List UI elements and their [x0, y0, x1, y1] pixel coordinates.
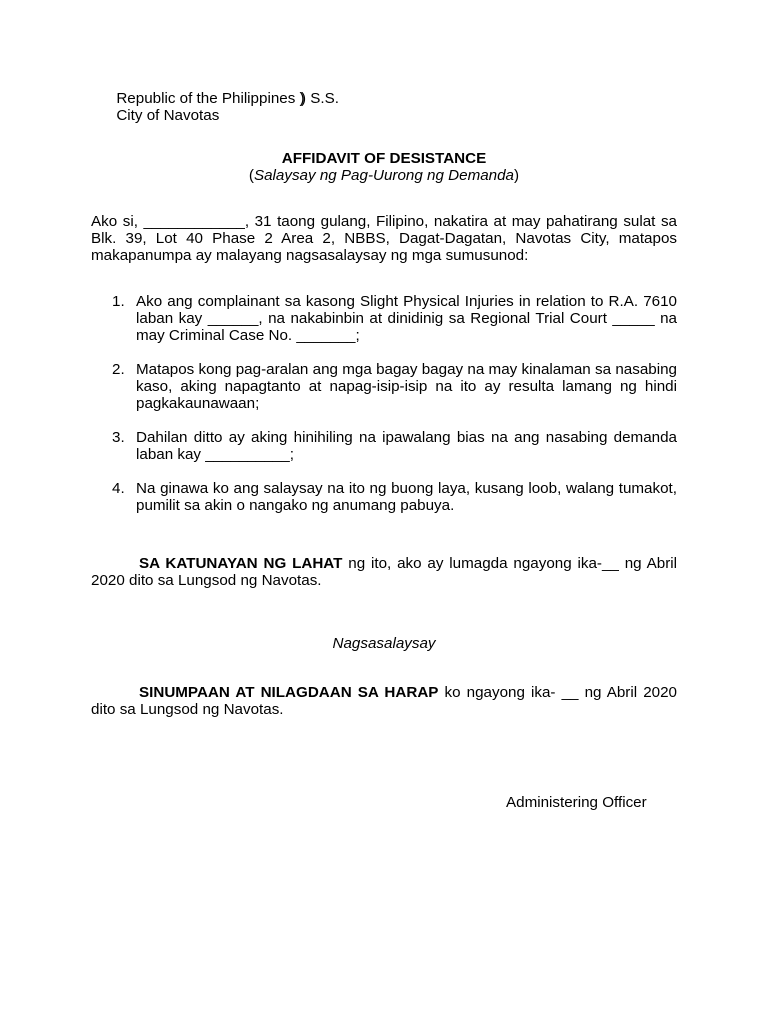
- jurat-text: ko ngayong ika- __ ng Abril 2020 dito sa Lungsod ng Navotas.: [91, 684, 677, 718]
- statement-item: [112, 480, 677, 514]
- opening-paragraph: Ako si, ____________, 31 taong gulang, Filipino, nakatira at may pahatirang sulat sa Blk. 39, Lot 40 Phase 2 Area 2, NBBS, Dagat-Dagatan, Navotas City, matapos makapanumpa ay malayang nagsasalaysay ng mga sumusunod:: [91, 213, 677, 264]
- statement-number: 1.: [112, 293, 125, 310]
- attestation-heading: SA KATUNAYAN NG LAHAT: [139, 555, 343, 572]
- attestation-paragraph: [91, 555, 677, 589]
- subtitle-text: Salaysay ng Pag-Uurong ng Demanda: [253, 167, 515, 184]
- statement-text: Ako ang complainant sa kasong Slight Physical Injuries in relation to R.A. 7610 laban kay ______, na nakabinbin at dinidinig sa Regional Trial Court _____ na may Criminal Case No. _______;: [136, 293, 677, 344]
- statement-text: Matapos kong pag-aralan ang mga bagay bagay na may kinalaman sa nasabing kaso, aking napagtanto at napag-isip-isip na ito ay resulta lamang ng hindi pagkakaunawaan;: [136, 361, 677, 412]
- subtitle-close-paren: ): [514, 167, 520, 184]
- venue-country: Republic of the Philippines ): [116, 90, 305, 107]
- venue-block: [91, 73, 339, 124]
- document-subtitle: [0, 167, 768, 184]
- statement-text: Na ginawa ko ang salaysay na ito ng buong laya, kusang loob, walang tumakot, pumilit sa akin o nangako ng anumang pabuya.: [136, 480, 677, 514]
- statement-number: 4.: [112, 480, 125, 497]
- statement-number: 2.: [112, 361, 125, 378]
- venue-ss: ) S.S.: [301, 90, 339, 107]
- affiant-signature-label: Nagsasalaysay: [332, 635, 436, 652]
- statement-text: Dahilan ditto ay aking hinihiling na ipawalang bias na ang nasabing demanda laban kay __________;: [136, 429, 677, 463]
- venue-line-2: [91, 90, 339, 124]
- jurat-paragraph: [91, 684, 677, 718]
- statement-item: [112, 361, 677, 412]
- statement-list: [112, 293, 677, 531]
- venue-line-1: [91, 73, 305, 107]
- attestation-text: ng ito, ako ay lumagda ngayong ika-__ ng Abril 2020 dito sa Lungsod ng Navotas.: [91, 555, 677, 589]
- document-title: AFFIDAVIT OF DESISTANCE: [281, 150, 487, 167]
- statement-item: [112, 293, 677, 344]
- venue-city: City of Navotas: [116, 107, 220, 124]
- title-block: [0, 150, 768, 184]
- jurat-heading: SINUMPAAN AT NILAGDAAN SA HARAP: [139, 684, 439, 701]
- statement-item: [112, 429, 677, 463]
- statement-number: 3.: [112, 429, 125, 446]
- administering-officer-label: Administering Officer: [506, 794, 647, 811]
- subtitle-open-paren: (: [248, 167, 254, 184]
